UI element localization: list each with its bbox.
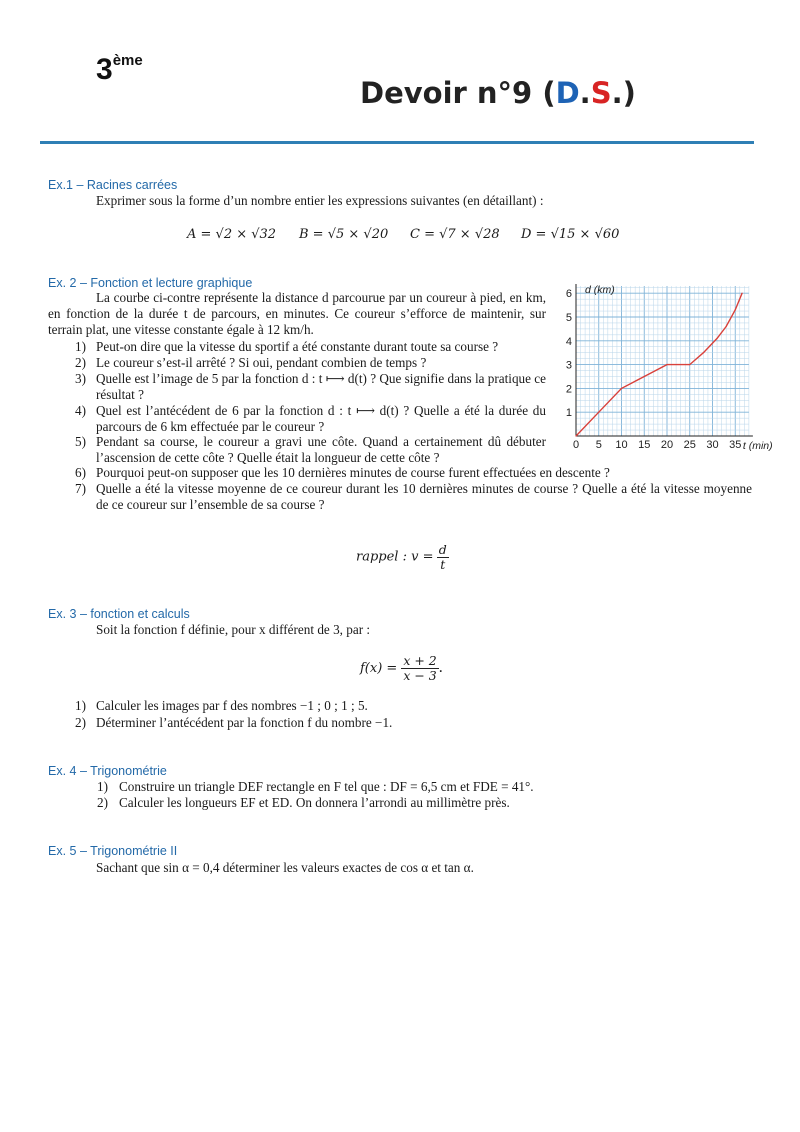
ex3-q1-number: 1): [75, 698, 86, 713]
formula-lhs: f(x) =: [360, 661, 398, 677]
x-tick-label: 15: [638, 439, 651, 451]
data-point: [735, 309, 736, 310]
ex4-q1-number: 1): [97, 779, 108, 794]
ex2-q3-number: 3): [75, 371, 86, 386]
data-point: [575, 435, 576, 436]
ex4-heading: Ex. 4 – Trigonométrie: [48, 764, 167, 778]
data-point: [726, 326, 727, 327]
ex2-q4-number: 4): [75, 403, 86, 418]
ex2-q7-number: 7): [75, 481, 86, 496]
ex2-q3-text: Quelle est l’image de 5 par la fonction d : t ⟼ d(t) ? Que signifie dans la pratique ce résultat ?: [96, 371, 546, 402]
ex2-q5-number: 5): [75, 434, 86, 449]
x-tick-label: 10: [615, 439, 628, 451]
y-axis-label: d (km): [585, 284, 615, 297]
ex2-q5-text: Pendant sa course, le coureur a gravi une côte. Quand a certainement dû débuter l’ascension de cette côte ? Quelle était la longueur de cette côte ?: [96, 434, 546, 465]
y-tick-label: 2: [565, 383, 572, 396]
ex2-q1-number: 1): [75, 339, 86, 354]
ex3-intro: Soit la fonction f définie, pour x différent de 3, par :: [96, 622, 371, 637]
formula-fraction: $\frac{x + 2}{x - 3}$: [403, 653, 437, 683]
ex2-q6-text: Pourquoi peut-on supposer que les 10 dernières minutes de course furent effectuées en descente ?: [96, 465, 610, 480]
ex5-heading: Ex. 5 – Trigonométrie II: [48, 844, 178, 858]
data-point: [644, 376, 645, 377]
class-level: 3ème: [96, 52, 143, 86]
x-tick-label: 30: [706, 439, 719, 451]
data-point: [741, 293, 742, 294]
page-title: Devoir n°9 (D.S.): [360, 76, 636, 110]
ex1-expression-b: B = √5 × √20: [299, 227, 389, 242]
x-tick-label: 35: [729, 439, 742, 451]
y-tick-label: 3: [565, 359, 572, 372]
x-axis-label: t (min): [742, 440, 773, 452]
data-point: [689, 364, 690, 365]
ex2-heading: Ex. 2 – Fonction et lecture graphique: [48, 276, 253, 290]
data-point: [598, 412, 599, 413]
y-tick-label: 1: [565, 407, 572, 420]
x-tick-label: 5: [595, 439, 602, 451]
header-divider: [40, 141, 754, 144]
ex2-rappel: [356, 543, 449, 572]
ex2-q6-number: 6): [75, 465, 86, 480]
data-point: [666, 364, 667, 365]
ex1-expression-c: C = √7 × √28: [410, 227, 500, 242]
ex2-q2-number: 2): [75, 355, 86, 370]
x-tick-label: 20: [660, 439, 674, 451]
ex3-q1-text: Calculer les images par f des nombres −1 ; 0 ; 1 ; 5.: [96, 698, 368, 713]
y-tick-label: 4: [565, 335, 572, 348]
ex2-intro: La courbe ci-contre représente la distance d parcourue par un coureur à pied, en km, en fonction de la durée t de parcours, en minutes. Ce coureur s’efforce de maintenir, sur terrain plat, une vitesse constante égale à 12 km/h.: [48, 290, 546, 337]
ex3-heading: Ex. 3 – fonction et calculs: [48, 607, 190, 621]
x-tick-label: 25: [683, 439, 696, 451]
rappel-fraction: $\frac{d}{t}$: [438, 542, 447, 572]
ex2-q1-text: Peut-on dire que la vitesse du sportif a été constante durant toute sa course ?: [96, 339, 499, 354]
ex3-q2-number: 2): [75, 715, 86, 730]
distance-time-chart: [560, 282, 782, 458]
ex1-heading: Ex.1 – Racines carrées: [48, 178, 178, 192]
ex4-q2-text: Calculer les longueurs EF et ED. On donnera l’arrondi au millimètre près.: [119, 795, 510, 810]
ex1-instruction: Exprimer sous la forme d’un nombre entier les expressions suivantes (en détaillant) :: [96, 193, 544, 208]
formula-end: .: [438, 659, 443, 677]
x-tick-label: 0: [572, 439, 580, 451]
ex5-text: Sachant que sin α = 0,4 déterminer les valeurs exactes de cos α et tan α.: [96, 860, 474, 875]
rappel-label: rappel : v =: [356, 549, 434, 565]
ex1-expression-d: D = √15 × √60: [521, 227, 620, 242]
y-tick-label: 6: [565, 288, 572, 301]
ex1-expression-a: A = √2 × √32: [187, 227, 277, 242]
ex3-q2-text: Déterminer l’antécédent par la fonction f du nombre −1.: [96, 715, 393, 730]
data-point: [703, 352, 704, 353]
ex4-q2-number: 2): [97, 795, 108, 810]
y-tick-label: 5: [565, 312, 572, 324]
ex2-q7-text: Quelle a été la vitesse moyenne de ce coureur durant les 10 dernières minutes de course ? Quelle a été la vitesse moyenne de ce coureur sur l’ensemble de sa course ?: [96, 481, 752, 512]
ex3-formula: [360, 654, 443, 683]
data-point: [716, 338, 717, 339]
data-point: [621, 388, 622, 389]
ex2-q4-text: Quel est l’antécédent de 6 par la fonction d : t ⟼ d(t) ? Quelle a été la durée du parcours de 6 km effectuée par le coureur ?: [96, 403, 546, 434]
ex2-q2-text: Le coureur s’est-il arrêté ? Si oui, pendant combien de temps ?: [96, 355, 427, 370]
ex4-q1-text: Construire un triangle DEF rectangle en F tel que : DF = 6,5 cm et FDE = 41°.: [119, 779, 534, 794]
